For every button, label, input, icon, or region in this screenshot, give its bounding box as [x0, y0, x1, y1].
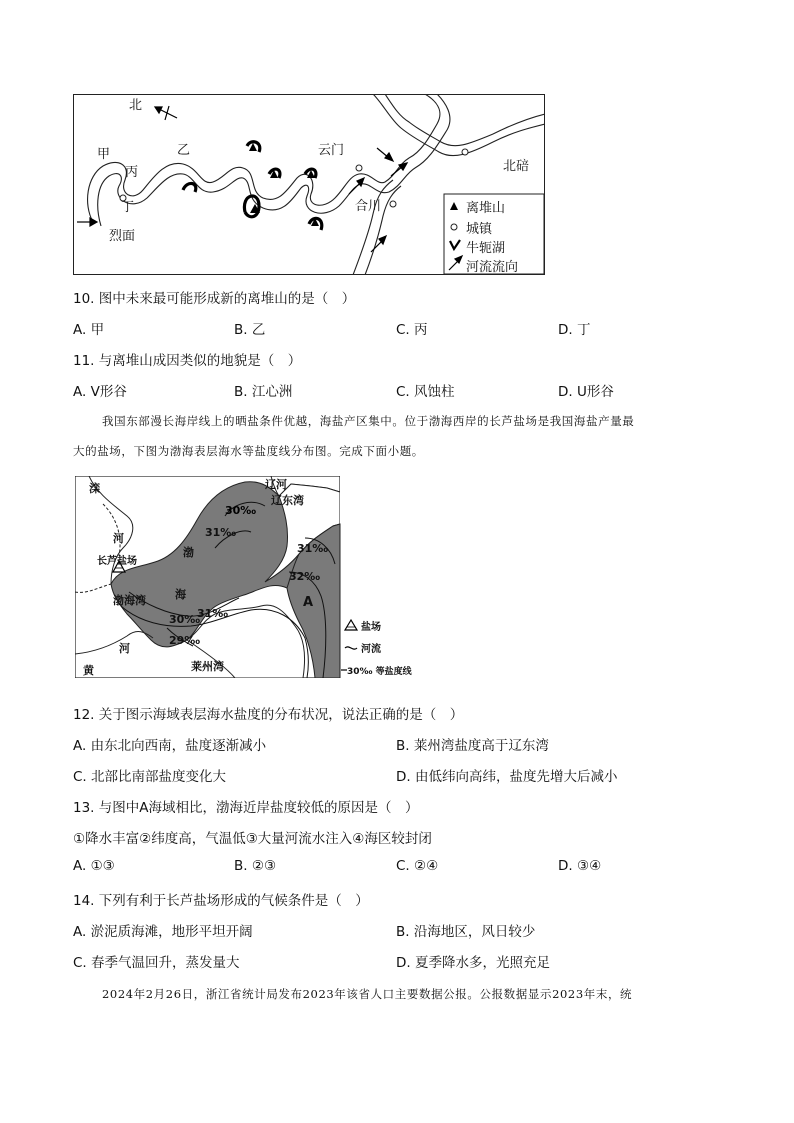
label-he2: 河	[119, 642, 130, 655]
town-icon	[356, 165, 362, 171]
q13-choices: ①降水丰富②纬度高，气温低③大量河流水注入④海区较封闭	[73, 831, 432, 847]
label-bing: 丙	[125, 165, 139, 180]
q14-option-d[interactable]: D. 夏季降水多，光照充足	[396, 955, 550, 971]
q12-stem: 12. 关于图示海域表层海水盐度的分布状况，说法正确的是（ ）	[73, 707, 464, 723]
label-huang: 黄	[83, 664, 94, 677]
label-c32: 32‰	[289, 570, 321, 583]
label-yunmen: 云门	[318, 143, 345, 158]
label-jia: 甲	[97, 147, 111, 162]
q14-option-b[interactable]: B. 沿海地区，风日较少	[396, 924, 536, 940]
label-he1: 河	[113, 532, 124, 545]
town-icon	[451, 224, 457, 230]
label-luan: 滦	[89, 482, 100, 495]
label-c29: 29‰	[169, 634, 201, 647]
q10-stem: 10. 图中未来最可能形成新的离堆山的是（ ）	[73, 291, 356, 307]
label-beibei: 北碚	[503, 159, 530, 174]
passage1-line1: 我国东部漫长海岸线上的晒盐条件优越，海盐产区集中。位于渤海西岸的长芦盐场是我国海盐产量最	[102, 414, 635, 428]
legend-river-label: 河流	[361, 644, 381, 655]
q10-option-b[interactable]: B. 乙	[234, 322, 266, 338]
q10-option-c[interactable]: C. 丙	[396, 322, 428, 338]
legend-town-label: 城镇	[466, 222, 493, 237]
label-liemian: 烈面	[109, 229, 136, 244]
q13-stem: 13. 与图中A海域相比，渤海近岸盐度较低的原因是（ ）	[73, 800, 419, 816]
q10-option-a[interactable]: A. 甲	[73, 322, 105, 338]
q12-option-a[interactable]: A. 由东北向西南，盐度逐渐减小	[73, 738, 267, 754]
q13-option-b[interactable]: B. ②③	[234, 858, 277, 874]
legend-flow-label: 河流流向	[466, 260, 519, 275]
q12-option-b[interactable]: B. 莱州湾盐度高于辽东湾	[396, 738, 549, 754]
river-meander-map	[73, 94, 545, 275]
q11-option-b[interactable]: B. 江心洲	[234, 384, 293, 400]
q12-option-d[interactable]: D. 由低纬向高纬，盐度先增大后减小	[396, 769, 618, 785]
bohai-salinity-map	[75, 476, 415, 678]
label-bohaiwan: 渤海湾	[113, 594, 146, 607]
label-bo: 渤	[183, 546, 194, 559]
label-c30top: 30‰	[225, 504, 257, 517]
town-icon	[462, 149, 468, 155]
label-hechuan: 合川	[355, 199, 382, 214]
label-laizhouwan: 莱州湾	[191, 660, 224, 673]
legend-saltfield-label: 盐场	[361, 622, 381, 633]
q13-option-d[interactable]: D. ③④	[558, 858, 602, 874]
passage2-line1: 2024年2月26日，浙江省统计局发布2023年该省人口主要数据公报。公报数据显示2023年末，统	[102, 987, 633, 1001]
q14-stem: 14. 下列有利于长芦盐场形成的气候条件是（ ）	[73, 893, 369, 909]
legend-mesa-label: 离堆山	[466, 201, 506, 216]
label-hai: 海	[175, 588, 186, 601]
label-c31b: 31‰	[297, 542, 329, 555]
q11-option-d[interactable]: D. U形谷	[558, 384, 614, 400]
label-A: A	[303, 595, 314, 610]
label-c31c: 31‰	[197, 607, 229, 620]
q10-option-d[interactable]: D. 丁	[558, 322, 591, 338]
q11-stem: 11. 与离堆山成因类似的地貌是（ ）	[73, 353, 302, 369]
label-c30b: 30‰	[169, 613, 201, 626]
q11-option-c[interactable]: C. 风蚀柱	[396, 384, 455, 400]
label-yi: 乙	[177, 143, 191, 158]
town-icon	[390, 201, 396, 207]
passage1-line2: 大的盐场，下图为渤海表层海水等盐度线分布图。完成下面小题。	[73, 444, 424, 458]
q12-option-c[interactable]: C. 北部比南部盐度变化大	[73, 769, 227, 785]
legend-isohaline-label: 30‰ 等盐度线	[347, 667, 412, 677]
label-ding: 丁	[121, 200, 135, 215]
legend-oxbow-label: 牛轭湖	[466, 241, 506, 256]
label-liaodongwan: 辽东湾	[271, 494, 304, 507]
q14-option-c[interactable]: C. 春季气温回升，蒸发量大	[73, 955, 240, 971]
q13-option-a[interactable]: A. ①③	[73, 858, 115, 874]
q14-option-a[interactable]: A. 淤泥质海滩，地形平坦开阔	[73, 924, 253, 940]
label-changlu: 长芦盐场	[97, 556, 137, 567]
q13-option-c[interactable]: C. ②④	[396, 858, 439, 874]
label-liaohe: 辽河	[265, 478, 287, 491]
q11-option-a[interactable]: A. V形谷	[73, 384, 127, 400]
north-label: 北	[129, 98, 143, 113]
label-c31a: 31‰	[205, 526, 237, 539]
